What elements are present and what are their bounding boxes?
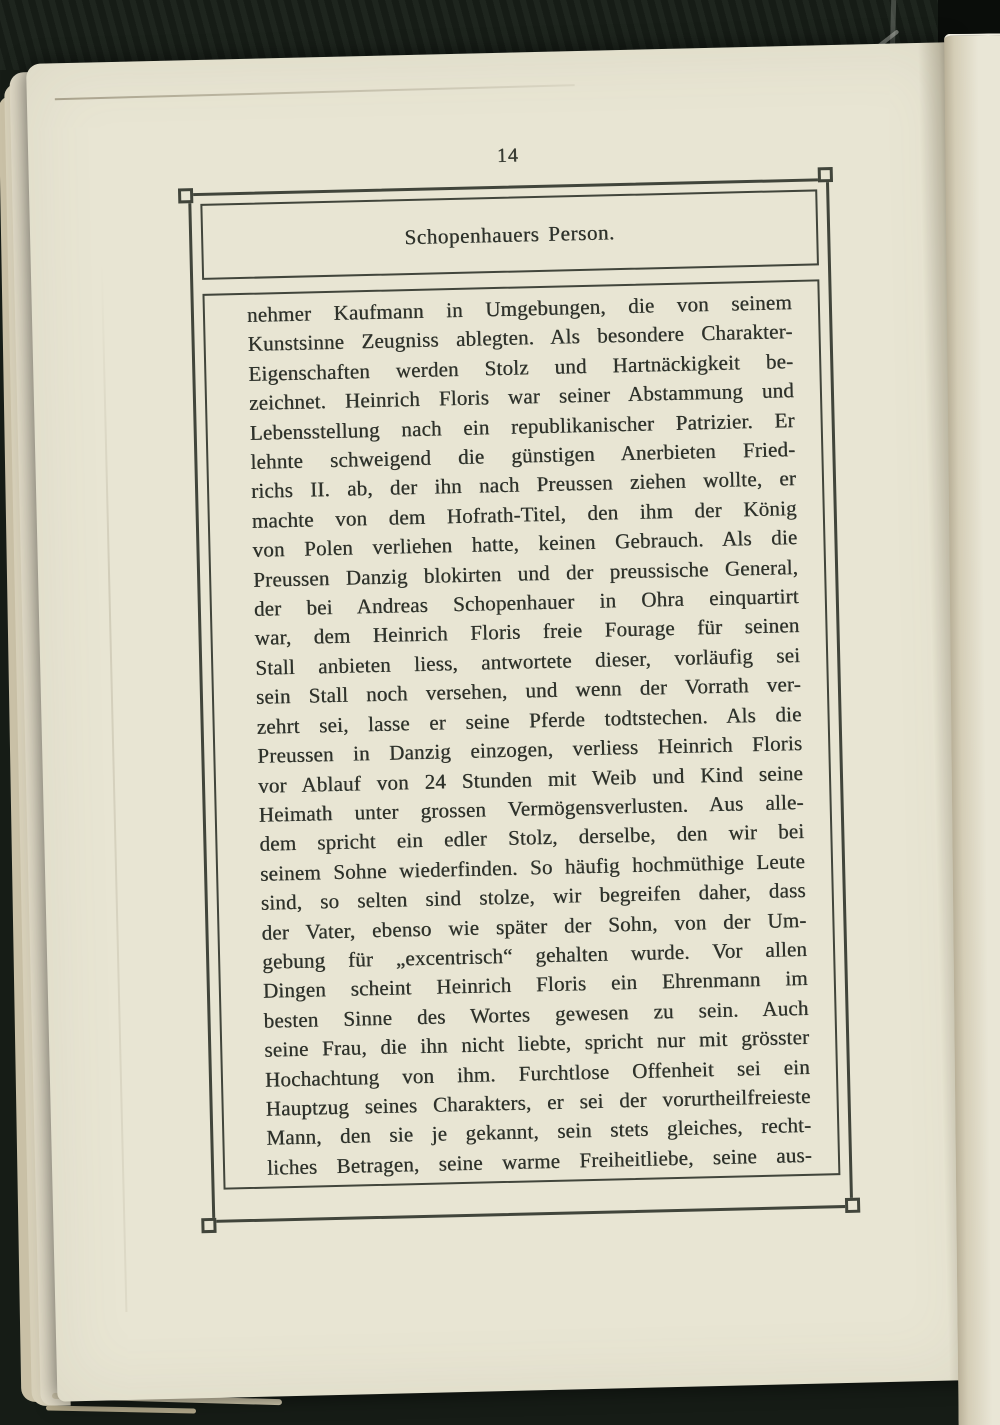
text-line: Eigenschaften werden Stolz und Hartnäckigkeit be- bbox=[248, 348, 794, 386]
text-line: lehnte schweigend die günstigen Anerbieten Fried- bbox=[250, 437, 796, 474]
text-line: besten Sinne des Wortes gewesen zu sein. Auch bbox=[263, 995, 809, 1033]
paper-crease bbox=[101, 262, 128, 1312]
text-line: Preussen in Danzig einzogen, verliess Heinrich Floris bbox=[257, 730, 803, 768]
frame-corner-ornament bbox=[818, 167, 833, 182]
text-line: der bei Andreas Schopenhauer in Ohra einquartirt bbox=[253, 584, 800, 621]
text-line: seine Frau, die ihn nicht liebte, spricht nur mit grösster bbox=[264, 1024, 810, 1062]
text-line: seinem Sohne wiederfinden. So häufig hochmüthige Leute bbox=[259, 848, 806, 886]
text-line: Preussen Danzig blokirten und der preussische General, bbox=[252, 554, 799, 592]
text-line: Kunstsinne Zeugniss ablegten. Als besondere Charakter- bbox=[247, 319, 793, 357]
body-text bbox=[205, 287, 839, 1183]
page-number: 14 bbox=[496, 144, 520, 167]
text-line: war, dem Heinrich Floris freie Fourage für seinen bbox=[254, 613, 800, 651]
running-header-title: Schopenhauers Person. bbox=[404, 219, 616, 249]
page-stack-edge-bottom bbox=[46, 1405, 196, 1413]
text-line: machte von dem Hofrath-Titel, den ihm der König bbox=[251, 495, 797, 533]
text-line: Dingen scheint Heinrich Floris ein Ehrenmann im bbox=[262, 966, 809, 1004]
running-header-box bbox=[200, 189, 819, 280]
page-text-block bbox=[202, 279, 840, 1189]
text-line: Hauptzug seines Charakters, er sei der vorurtheilfreieste bbox=[265, 1083, 811, 1121]
text-line: Mann, den sie je gekannt, sein stets gleiches, recht- bbox=[266, 1113, 812, 1151]
book-page bbox=[26, 42, 979, 1401]
text-line: dem spricht ein edler Stolz, derselbe, den wir bei bbox=[259, 819, 805, 857]
decorative-border-frame bbox=[188, 178, 853, 1223]
text-line: Stall anbieten liess, antwortete dieser, vorläufig sei bbox=[255, 642, 801, 680]
frame-corner-ornament bbox=[178, 188, 193, 203]
text-line: von Polen verliehen hatte, keinen Gebrauch. Als die bbox=[252, 525, 798, 563]
text-line: sind, so selten sind stolze, wir begreifen daher, dass bbox=[260, 877, 806, 915]
text-line: zeichnet. Heinrich Floris war seiner Abstammung und bbox=[248, 378, 795, 416]
text-line: nehmer Kaufmann in Umgebungen, die von seinem bbox=[246, 290, 793, 327]
text-line: sein Stall noch versehen, und wenn der Vorrath ver- bbox=[255, 672, 802, 710]
paper-crease bbox=[55, 84, 575, 100]
text-line: Lebensstellung nach ein republikanischer Patrizier. Er bbox=[249, 407, 795, 445]
text-line: gebung für „excentrisch“ gehalten wurde. Vor allen bbox=[261, 936, 808, 974]
frame-corner-ornament bbox=[845, 1198, 860, 1213]
frame-corner-ornament bbox=[201, 1218, 216, 1233]
text-line: Heimath unter grossen Vermögensverlusten. Aus alle- bbox=[258, 789, 804, 827]
text-line: richs II. ab, der ihn nach Preussen ziehen wollte, er bbox=[250, 466, 797, 504]
text-line: zehrt sei, lasse er seine Pferde todtstechen. Als die bbox=[256, 701, 802, 739]
text-line: vor Ablauf von 24 Stunden mit Weib und Kind seine bbox=[257, 760, 804, 798]
text-line: liches Betragen, seine warme Freiheitliebe, seine aus- bbox=[266, 1142, 813, 1180]
text-line: Hochachtung von ihm. Furchtlose Offenheit sei ein bbox=[264, 1054, 811, 1092]
text-line: der Vater, ebenso wie später der Sohn, von der Um- bbox=[261, 907, 807, 945]
